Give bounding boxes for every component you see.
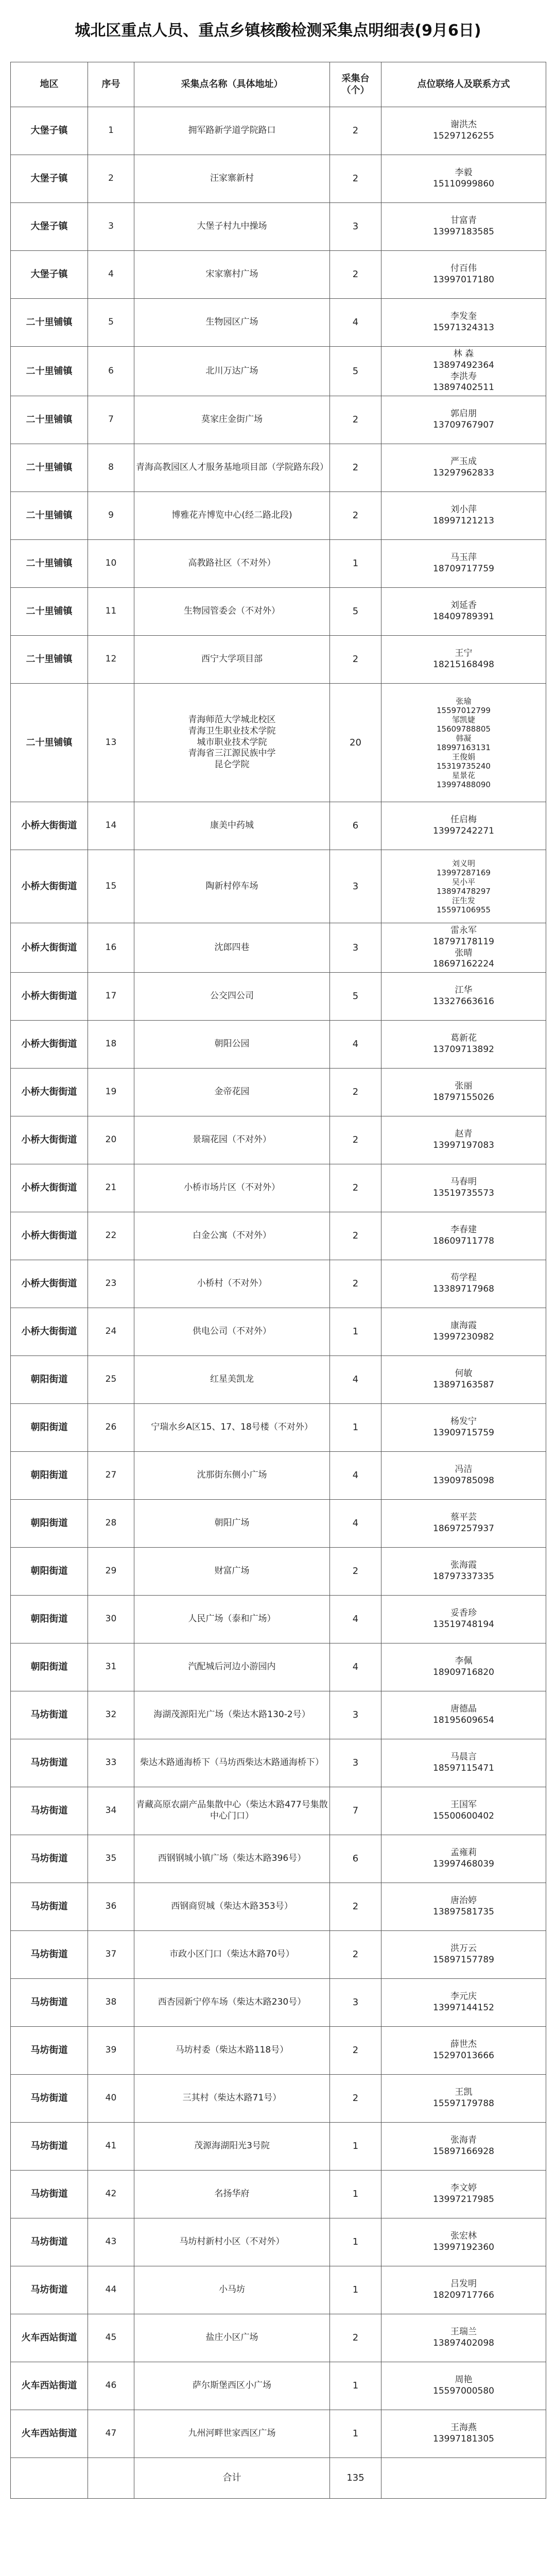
site-name-cell: 沈那街东侧小广场 [134,1452,330,1500]
site-name-cell: 陶新村停车场 [134,850,330,923]
station-count-cell: 4 [330,1356,381,1404]
number-cell: 40 [88,2075,134,2123]
area-cell: 马坊街道 [11,2027,88,2075]
area-cell: 马坊街道 [11,1787,88,1835]
area-cell: 二十里铺镇 [11,396,88,444]
site-name-cell: 汽配城后河边小游园内 [134,1643,330,1691]
area-cell: 大堡子镇 [11,203,88,251]
area-cell: 朝阳街道 [11,1643,88,1691]
site-name-cell: 宁瑞水乡A区15、17、18号楼（不对外） [134,1404,330,1452]
station-count-cell: 2 [330,1164,381,1212]
site-name-cell: 金帝花园 [134,1069,330,1116]
table-row [11,1739,546,1787]
site-name-cell: 高教路社区（不对外） [134,540,330,588]
total-empty-cell [381,2458,546,2499]
page-title: 城北区重点人员、重点乡镇核酸检测采集点明细表(9月6日) [75,22,481,40]
area-cell: 小桥大街街道 [11,973,88,1021]
header-contact: 点位联络人及联系方式 [381,62,546,107]
site-name-cell: 财富广场 [134,1548,330,1596]
contact-cell: 蔡平芸 18697257937 [381,1500,546,1548]
area-cell: 二十里铺镇 [11,588,88,636]
contact-cell: 马玉萍 18709717759 [381,540,546,588]
table-row [11,396,546,444]
number-cell: 23 [88,1260,134,1308]
table-row [11,1212,546,1260]
contact-cell: 任启梅 13997242271 [381,802,546,850]
area-cell: 小桥大街街道 [11,1021,88,1069]
contact-cell: 刘延香 18409789391 [381,588,546,636]
area-cell: 火车西站街道 [11,2410,88,2458]
table-row [11,540,546,588]
table-row [11,1260,546,1308]
table-row [11,2410,546,2458]
table-row [11,1643,546,1691]
contact-cell: 王宁 18215168498 [381,636,546,684]
number-cell: 18 [88,1021,134,1069]
contact-cell: 王凯 15597179788 [381,2075,546,2123]
contact-cell: 李毅 15110999860 [381,155,546,203]
station-count-cell: 2 [330,155,381,203]
station-count-cell: 1 [330,540,381,588]
site-name-cell: 景瑞花园（不对外） [134,1116,330,1164]
number-cell: 31 [88,1643,134,1691]
contact-cell: 王瑞兰 13897402098 [381,2314,546,2362]
table-row [11,2171,546,2218]
contact-cell: 李元庆 13997144152 [381,1979,546,2027]
table-row [11,1500,546,1548]
number-cell: 17 [88,973,134,1021]
station-count-cell: 4 [330,1596,381,1643]
station-count-cell: 2 [330,396,381,444]
number-cell: 28 [88,1500,134,1548]
header-station-count: 采集台（个） [330,62,381,107]
contact-cell: 葛新花 13709713892 [381,1021,546,1069]
area-cell: 朝阳街道 [11,1548,88,1596]
station-count-cell: 1 [330,1404,381,1452]
number-cell: 4 [88,251,134,299]
site-name-cell: 柴达木路通海桥下（马坊西柴达木路通海桥下） [134,1739,330,1787]
area-cell: 小桥大街街道 [11,1069,88,1116]
area-cell: 二十里铺镇 [11,347,88,396]
table-row [11,299,546,347]
area-cell: 马坊街道 [11,2218,88,2266]
table-row [11,2075,546,2123]
number-cell: 21 [88,1164,134,1212]
area-cell: 大堡子镇 [11,251,88,299]
station-count-cell: 3 [330,850,381,923]
contact-cell: 郭启朋 13709767907 [381,396,546,444]
table-row [11,1404,546,1452]
number-cell: 43 [88,2218,134,2266]
station-count-cell: 2 [330,1069,381,1116]
station-count-cell: 4 [330,1021,381,1069]
site-name-cell: 汪家寨新村 [134,155,330,203]
contact-cell: 甘富青 13997183585 [381,203,546,251]
contact-cell: 张海霞 18797337335 [381,1548,546,1596]
station-count-cell: 2 [330,636,381,684]
area-cell: 马坊街道 [11,1931,88,1979]
station-count-cell: 3 [330,203,381,251]
table-row [11,492,546,540]
site-name-cell: 宋家寨村广场 [134,251,330,299]
area-cell: 朝阳街道 [11,1452,88,1500]
number-cell: 10 [88,540,134,588]
area-cell: 二十里铺镇 [11,636,88,684]
table-row [11,802,546,850]
site-name-cell: 萨尔斯堡西区小广场 [134,2362,330,2410]
station-count-cell: 1 [330,2171,381,2218]
contact-cell: 马春明 13519735573 [381,1164,546,1212]
station-count-cell: 20 [330,684,381,802]
number-cell: 14 [88,802,134,850]
station-count-cell: 2 [330,444,381,492]
site-name-cell: 朝阳公园 [134,1021,330,1069]
contact-cell: 康海霞 13997230982 [381,1308,546,1356]
area-cell: 马坊街道 [11,1883,88,1931]
header-number: 序号 [88,62,134,107]
area-cell: 大堡子镇 [11,107,88,155]
site-name-cell: 北川万达广场 [134,347,330,396]
station-count-cell: 1 [330,2362,381,2410]
contact-cell: 雷永军 18797178119 张晴 18697162224 [381,923,546,973]
station-count-cell: 2 [330,1883,381,1931]
station-count-cell: 4 [330,299,381,347]
number-cell: 25 [88,1356,134,1404]
table-row [11,1979,546,2027]
contact-cell: 周艳 15597000580 [381,2362,546,2410]
area-cell: 小桥大街街道 [11,1308,88,1356]
area-cell: 马坊街道 [11,2075,88,2123]
number-cell: 35 [88,1835,134,1883]
station-count-cell: 2 [330,2027,381,2075]
station-count-cell: 3 [330,923,381,973]
area-cell: 小桥大街街道 [11,1116,88,1164]
contact-cell: 唐德晶 18195609654 [381,1691,546,1739]
station-count-cell: 1 [330,1308,381,1356]
number-cell: 24 [88,1308,134,1356]
collection-points-table [10,62,546,2499]
number-cell: 11 [88,588,134,636]
area-cell: 朝阳街道 [11,1500,88,1548]
site-name-cell: 马坊村委（柴达木路118号） [134,2027,330,2075]
contact-cell: 唐治婷 13897581735 [381,1883,546,1931]
table-row [11,203,546,251]
total-count: 135 [330,2458,381,2499]
site-name-cell: 红星美凯龙 [134,1356,330,1404]
number-cell: 39 [88,2027,134,2075]
area-cell: 马坊街道 [11,1835,88,1883]
site-name-cell: 小桥村（不对外） [134,1260,330,1308]
site-name-cell: 茂源海湖阳光3号院 [134,2123,330,2171]
table-row [11,973,546,1021]
site-name-cell: 小马坊 [134,2266,330,2314]
table-row [11,251,546,299]
number-cell: 7 [88,396,134,444]
site-name-cell: 大堡子村九中操场 [134,203,330,251]
header-area: 地区 [11,62,88,107]
area-cell: 朝阳街道 [11,1596,88,1643]
table-row [11,2266,546,2314]
station-count-cell: 5 [330,588,381,636]
table-row [11,2027,546,2075]
area-cell: 小桥大街街道 [11,923,88,973]
station-count-cell: 2 [330,1548,381,1596]
site-name-cell: 马坊村新村小区（不对外） [134,2218,330,2266]
station-count-cell: 3 [330,1691,381,1739]
table-row [11,1452,546,1500]
station-count-cell: 2 [330,107,381,155]
site-name-cell: 三其村（柴达木路71号） [134,2075,330,2123]
table-row [11,1691,546,1739]
contact-cell: 李文婷 13997217985 [381,2171,546,2218]
table-row [11,1883,546,1931]
area-cell: 朝阳街道 [11,1356,88,1404]
station-count-cell: 2 [330,1116,381,1164]
station-count-cell: 3 [330,1739,381,1787]
area-cell: 马坊街道 [11,1979,88,2027]
number-cell: 30 [88,1596,134,1643]
number-cell: 46 [88,2362,134,2410]
area-cell: 小桥大街街道 [11,850,88,923]
contact-cell: 孟雍莉 13997468039 [381,1835,546,1883]
number-cell: 26 [88,1404,134,1452]
table-row [11,2314,546,2362]
site-name-cell: 西杏园新宁停车场（柴达木路230号） [134,1979,330,2027]
area-cell: 马坊街道 [11,2171,88,2218]
site-name-cell: 西宁大学项目部 [134,636,330,684]
station-count-cell: 2 [330,251,381,299]
table-row [11,1021,546,1069]
site-name-cell: 小桥市场片区（不对外） [134,1164,330,1212]
number-cell: 33 [88,1739,134,1787]
station-count-cell: 2 [330,1931,381,1979]
area-cell: 马坊街道 [11,2266,88,2314]
site-name-cell: 市政小区门口（柴达木路70号） [134,1931,330,1979]
station-count-cell: 2 [330,1212,381,1260]
station-count-cell: 1 [330,2266,381,2314]
table-row [11,636,546,684]
site-name-cell: 人民广场（泰和广场） [134,1596,330,1643]
area-cell: 二十里铺镇 [11,492,88,540]
site-name-cell: 博雅花卉博览中心(经二路北段) [134,492,330,540]
total-label: 合计 [134,2458,330,2499]
number-cell: 27 [88,1452,134,1500]
site-name-cell: 名扬华府 [134,2171,330,2218]
contact-cell: 赵青 13997197083 [381,1116,546,1164]
table-row [11,1548,546,1596]
contact-cell: 杨发宁 13909715759 [381,1404,546,1452]
station-count-cell: 1 [330,2218,381,2266]
table-row [11,1931,546,1979]
table-row [11,1835,546,1883]
number-cell: 12 [88,636,134,684]
station-count-cell: 1 [330,2123,381,2171]
number-cell: 45 [88,2314,134,2362]
contact-cell: 王国军 15500600402 [381,1787,546,1835]
contact-cell: 李春建 18609711778 [381,1212,546,1260]
station-count-cell: 2 [330,2075,381,2123]
number-cell: 29 [88,1548,134,1596]
table-row [11,1308,546,1356]
number-cell: 20 [88,1116,134,1164]
station-count-cell: 2 [330,492,381,540]
number-cell: 16 [88,923,134,973]
station-count-cell: 3 [330,1979,381,2027]
contact-cell: 吕发明 18209717766 [381,2266,546,2314]
contact-cell: 苟学程 13389717968 [381,1260,546,1308]
table-row [11,2218,546,2266]
contact-cell: 张海青 15897166928 [381,2123,546,2171]
number-cell: 13 [88,684,134,802]
number-cell: 22 [88,1212,134,1260]
site-name-cell: 青海师范大学城北校区 青海卫生职业技术学院 城市职业技术学院 青海省三江源民族中学 昆仑学院 [134,684,330,802]
site-name-cell: 西钢商贸城（柴达木路353号） [134,1883,330,1931]
table-row [11,1116,546,1164]
number-cell: 19 [88,1069,134,1116]
number-cell: 9 [88,492,134,540]
contact-cell: 李发奎 15971324313 [381,299,546,347]
area-cell: 火车西站街道 [11,2362,88,2410]
site-name-cell: 莫家庄金街广场 [134,396,330,444]
table-row [11,684,546,802]
table-row [11,1787,546,1835]
site-name-cell: 公交四公司 [134,973,330,1021]
number-cell: 41 [88,2123,134,2171]
contact-cell: 刘小萍 18997121213 [381,492,546,540]
area-cell: 小桥大街街道 [11,1260,88,1308]
site-name-cell: 生物园管委会（不对外） [134,588,330,636]
table-row [11,588,546,636]
number-cell: 34 [88,1787,134,1835]
station-count-cell: 4 [330,1452,381,1500]
site-name-cell: 沈郎四巷 [134,923,330,973]
station-count-cell: 2 [330,1260,381,1308]
contact-cell: 洪万云 15897157789 [381,1931,546,1979]
station-count-cell: 7 [330,1787,381,1835]
number-cell: 37 [88,1931,134,1979]
contact-cell: 江华 13327663616 [381,973,546,1021]
site-name-cell: 海湖茂源阳光广场（柴达木路130-2号） [134,1691,330,1739]
number-cell: 44 [88,2266,134,2314]
station-count-cell: 2 [330,2314,381,2362]
contact-cell: 李佩 18909716820 [381,1643,546,1691]
area-cell: 大堡子镇 [11,155,88,203]
site-name-cell: 白金公寓（不对外） [134,1212,330,1260]
area-cell: 二十里铺镇 [11,299,88,347]
area-cell: 朝阳街道 [11,1404,88,1452]
site-name-cell: 生物园区广场 [134,299,330,347]
site-name-cell: 九州河畔世家西区广场 [134,2410,330,2458]
area-cell: 马坊街道 [11,1739,88,1787]
station-count-cell: 6 [330,802,381,850]
table-row [11,923,546,973]
table-row [11,2123,546,2171]
number-cell: 47 [88,2410,134,2458]
contact-cell: 谢洪杰 15297126255 [381,107,546,155]
station-count-cell: 4 [330,1500,381,1548]
station-count-cell: 5 [330,347,381,396]
contact-cell: 张宏林 13997192360 [381,2218,546,2266]
table-row [11,107,546,155]
table-header-row [11,62,546,107]
total-empty-cell [11,2458,88,2499]
site-name-cell: 青海高教园区人才服务基地项目部（学院路东段） [134,444,330,492]
area-cell: 小桥大街街道 [11,1164,88,1212]
site-name-cell: 青藏高原农副产品集散中心（柴达木路477号集散中心门口） [134,1787,330,1835]
site-name-cell: 康美中药城 [134,802,330,850]
number-cell: 15 [88,850,134,923]
area-cell: 马坊街道 [11,1691,88,1739]
contact-cell: 张丽 18797155026 [381,1069,546,1116]
site-name-cell: 拥军路新学道学院路口 [134,107,330,155]
area-cell: 火车西站街道 [11,2314,88,2362]
area-cell: 二十里铺镇 [11,684,88,802]
table-row [11,1164,546,1212]
contact-cell: 严玉成 13297962833 [381,444,546,492]
number-cell: 36 [88,1883,134,1931]
site-name-cell: 朝阳广场 [134,1500,330,1548]
contact-cell: 马晨言 18597115471 [381,1739,546,1787]
table-body [11,107,546,2458]
area-cell: 小桥大街街道 [11,802,88,850]
table-row [11,155,546,203]
contact-cell: 刘义明 13997287169 吴小平 13897478297 汪生发 15597106955 [381,850,546,923]
contact-cell: 王海燕 13997181305 [381,2410,546,2458]
table-row [11,444,546,492]
area-cell: 二十里铺镇 [11,540,88,588]
number-cell: 3 [88,203,134,251]
total-empty-cell [88,2458,134,2499]
number-cell: 42 [88,2171,134,2218]
station-count-cell: 6 [330,1835,381,1883]
number-cell: 5 [88,299,134,347]
total-row [11,2458,546,2499]
contact-cell: 冯洁 13909785098 [381,1452,546,1500]
number-cell: 32 [88,1691,134,1739]
area-cell: 二十里铺镇 [11,444,88,492]
area-cell: 小桥大街街道 [11,1212,88,1260]
table-row [11,2362,546,2410]
station-count-cell: 4 [330,1643,381,1691]
table-row [11,850,546,923]
contact-cell: 张瑜 15597012799 邹凯婕 15609788805 韩凝 18997163131 王俊娟 15319735240 星景花 13997488090 [381,684,546,802]
table-row [11,347,546,396]
table-row [11,1069,546,1116]
station-count-cell: 5 [330,973,381,1021]
contact-cell: 何敏 13897163587 [381,1356,546,1404]
number-cell: 2 [88,155,134,203]
site-name-cell: 西钢钢城小镇广场（柴达木路396号） [134,1835,330,1883]
station-count-cell: 1 [330,2410,381,2458]
table-row [11,1596,546,1643]
contact-cell: 付百伟 13997017180 [381,251,546,299]
contact-cell: 妥香珍 13519748194 [381,1596,546,1643]
number-cell: 38 [88,1979,134,2027]
site-name-cell: 盐庄小区广场 [134,2314,330,2362]
area-cell: 马坊街道 [11,2123,88,2171]
header-site-name: 采集点名称（具体地址） [134,62,330,107]
table-row [11,1356,546,1404]
number-cell: 8 [88,444,134,492]
contact-cell: 薛世杰 15297013666 [381,2027,546,2075]
contact-cell: 林 森 13897492364 李洪寿 13897402511 [381,347,546,396]
number-cell: 1 [88,107,134,155]
site-name-cell: 供电公司（不对外） [134,1308,330,1356]
number-cell: 6 [88,347,134,396]
